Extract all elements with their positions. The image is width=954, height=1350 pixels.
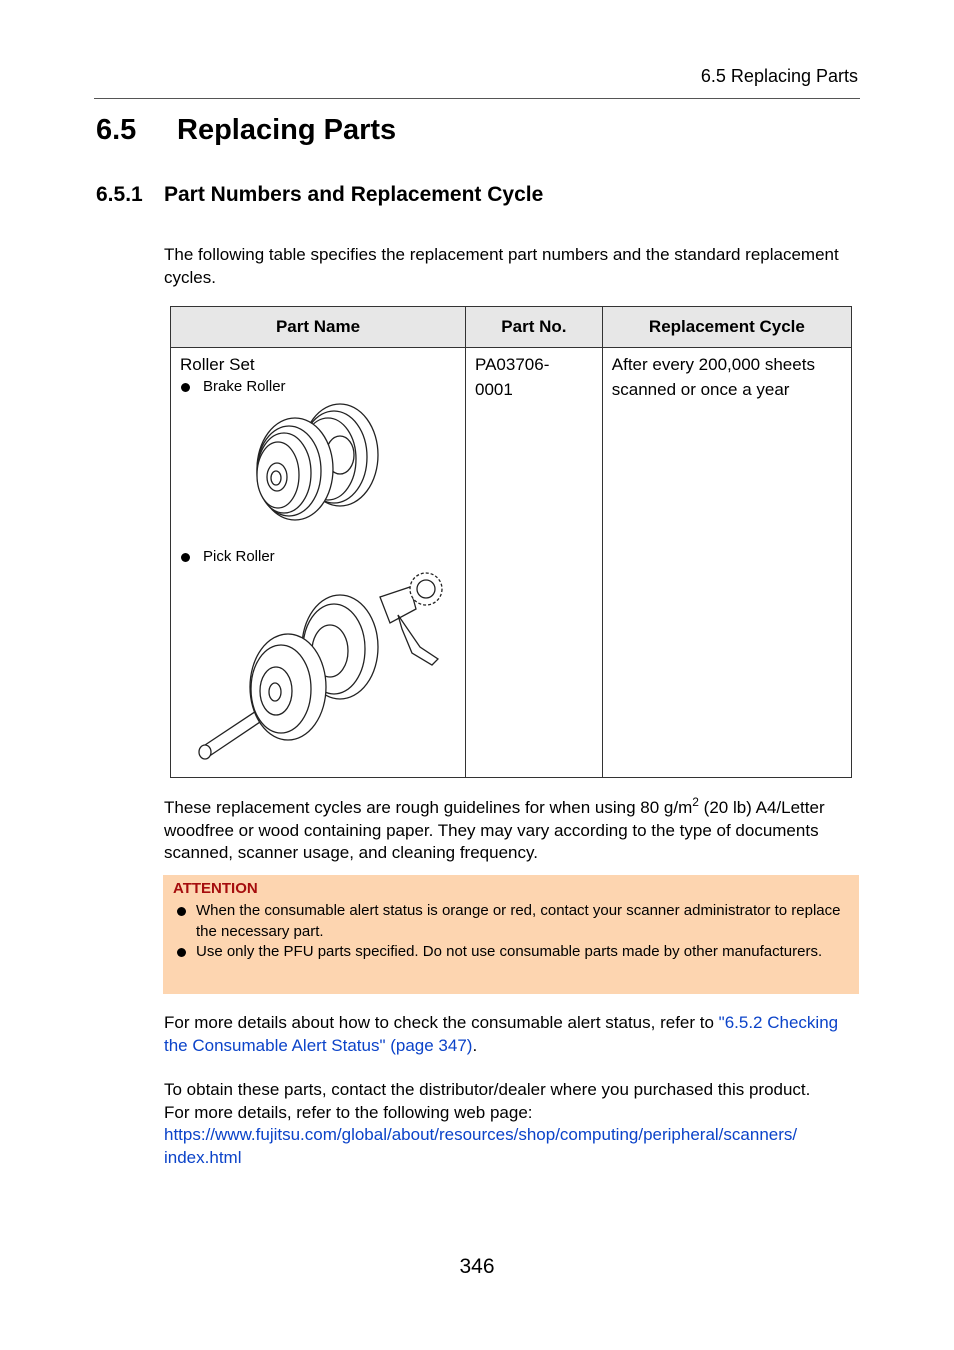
table-row [171,348,852,778]
fujitsu-url-link[interactable] [164,1124,858,1169]
part-no-line1: PA03706- [475,355,550,374]
col-header-part-name: Part Name [171,307,466,348]
component-label: Brake Roller [203,378,286,395]
part-no-line2: 0001 [475,380,513,399]
brake-roller-illustration [180,397,456,537]
parts-table [170,306,852,778]
component-label: Pick Roller [203,548,275,565]
attention-item [173,942,843,963]
cycle-line2: scanned or once a year [611,380,790,399]
details-paragraph [164,1012,858,1057]
intro-paragraph: The following table specifies the replacement part numbers and the standard replacement cycles. [164,245,839,287]
component-item [180,377,456,397]
attention-title: ATTENTION [173,880,258,897]
cycle-cell [602,348,851,778]
url-part1: https://www.fujitsu.com/global/about/resources/shop/computing/peripheral/scanners/ [164,1125,798,1144]
guideline-text: These replacement cycles are rough guidelines for when using 80 g/m [164,798,693,817]
consumable-alert-link[interactable]: "6.5.2 Checking the Consumable Alert Status" (page 347) [164,1013,839,1055]
subsection-number: 6.5.1 [96,183,143,206]
details-text: For more details about how to check the consumable alert status, refer to [164,1013,719,1032]
attention-item [173,901,843,942]
cycle-line1: After every 200,000 sheets [611,355,815,374]
bullet-icon [181,553,190,562]
table-header-row [171,307,852,348]
col-header-part-no: Part No. [466,307,603,348]
attention-item-text: Use only the PFU parts specified. Do not use consumable parts made by other manufacturers. [196,943,823,960]
obtain-line1: To obtain these parts, contact the distributor/dealer where you purchased this product. [164,1080,811,1099]
guideline-paragraph [164,797,858,865]
bullet-icon [181,383,190,392]
part-no-cell [466,348,603,778]
obtain-line2: For more details, refer to the following web page: [164,1102,533,1122]
attention-item-text: When the consumable alert status is orange or red, contact your scanner administrator to replace the necessary part. [196,902,841,940]
section-title: Replacing Parts [177,114,397,146]
obtain-paragraph [164,1079,858,1169]
section-heading [96,114,396,147]
url-part2: index.html [164,1147,242,1167]
bullet-icon [177,948,186,957]
details-end: . [472,1035,478,1055]
attention-box [163,875,859,994]
page-number: 346 [459,1255,495,1278]
header-divider [94,98,860,99]
subsection-heading [96,183,543,207]
running-header: 6.5 Replacing Parts [700,66,858,86]
subsection-title: Part Numbers and Replacement Cycle [164,183,544,206]
component-item [180,547,456,567]
guideline-text-rest: (20 lb) A4/Letter woodfree or wood containing paper. They may vary according to the type of documents scanned, scanner usage, and cleaning frequency. [164,798,825,862]
pick-roller-illustration [180,567,456,767]
part-name: Roller Set [180,355,255,374]
col-header-cycle: Replacement Cycle [602,307,851,348]
superscript: 2 [692,795,699,809]
section-number: 6.5 [96,114,137,146]
bullet-icon [177,907,186,916]
part-name-cell [171,348,466,778]
